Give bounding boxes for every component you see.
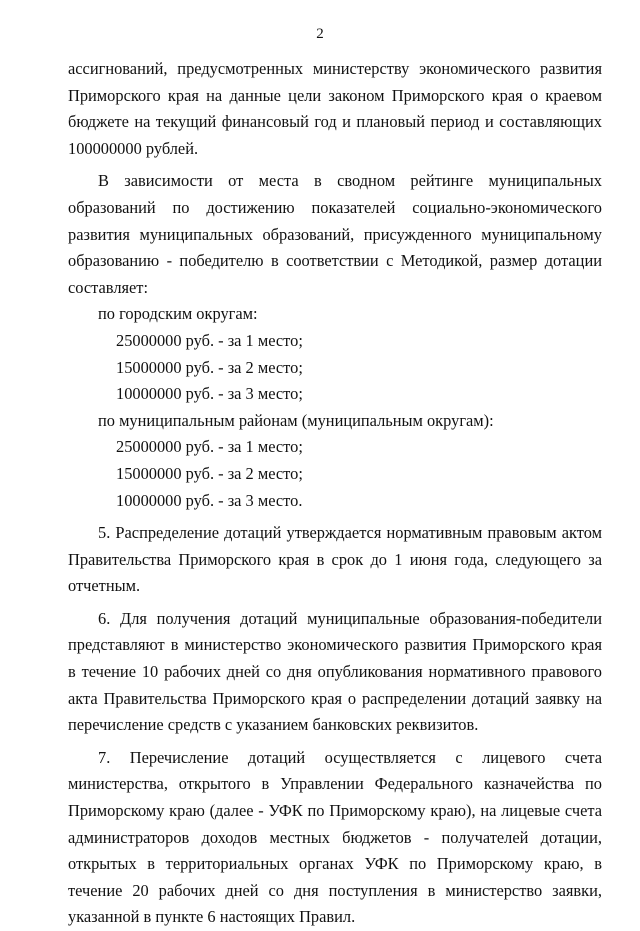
document-body (68, 56, 602, 931)
urban-district-place-2: 15000000 руб. - за 2 место; (116, 357, 303, 377)
municipal-districts-heading: по муниципальным районам (муниципальным округам): (98, 410, 494, 430)
page-number: 2 (316, 26, 324, 42)
paragraph-grant-size: В зависимости от места в сводном рейтинге муниципальных образований по достижению показателей социально-экономического развития муниципальных образований, присужденного муниципальному образованию - победителю в соответствии с Методикой, размер дотации составляет: (68, 171, 602, 297)
urban-district-place-1: 25000000 руб. - за 1 место; (116, 330, 303, 350)
municipal-district-place-1: 25000000 руб. - за 1 место; (116, 437, 303, 457)
urban-district-place-3: 10000000 руб. - за 3 место; (116, 384, 303, 404)
paragraph-6-application: 6. Для получения дотаций муниципальные образования-победители представляют в министерство экономического развития Приморского края в течение 10 рабочих дней со дня опубликования нормативного правового акта Правительства Приморского края о распределении дотаций заявку на перечисление средств с указанием банковских реквизитов. (68, 608, 602, 735)
paragraph-allocations: ассигнований, предусмотренных министерству экономического развития Приморского края на данные цели законом Приморского края о краевом бюджете на текущий финансовый год и плановый период и составляющих 100000000 рублей. (68, 59, 602, 158)
municipal-district-place-2: 15000000 руб. - за 2 место; (116, 463, 303, 483)
paragraph-5-distribution: 5. Распределение дотаций утверждается нормативным правовым актом Правительства Приморского края в срок до 1 июня года, следующего за отчетным. (68, 523, 602, 596)
municipal-district-place-3: 10000000 руб. - за 3 место. (116, 490, 303, 510)
urban-districts-heading: по городским округам: (98, 304, 258, 324)
paragraph-7-transfer: 7. Перечисление дотаций осуществляется с лицевого счета министерства, открытого в Управлении Федерального казначейства по Приморскому краю (далее - УФК по Приморскому краю), на лицевые счета администраторов доходов местных бюджетов - получателей дотации, открытых в территориальных органах УФК по Приморскому краю, в течение 20 рабочих дней со дня поступления в министерство заявки, указанной в пункте 6 настоящих Правил. (68, 747, 602, 927)
